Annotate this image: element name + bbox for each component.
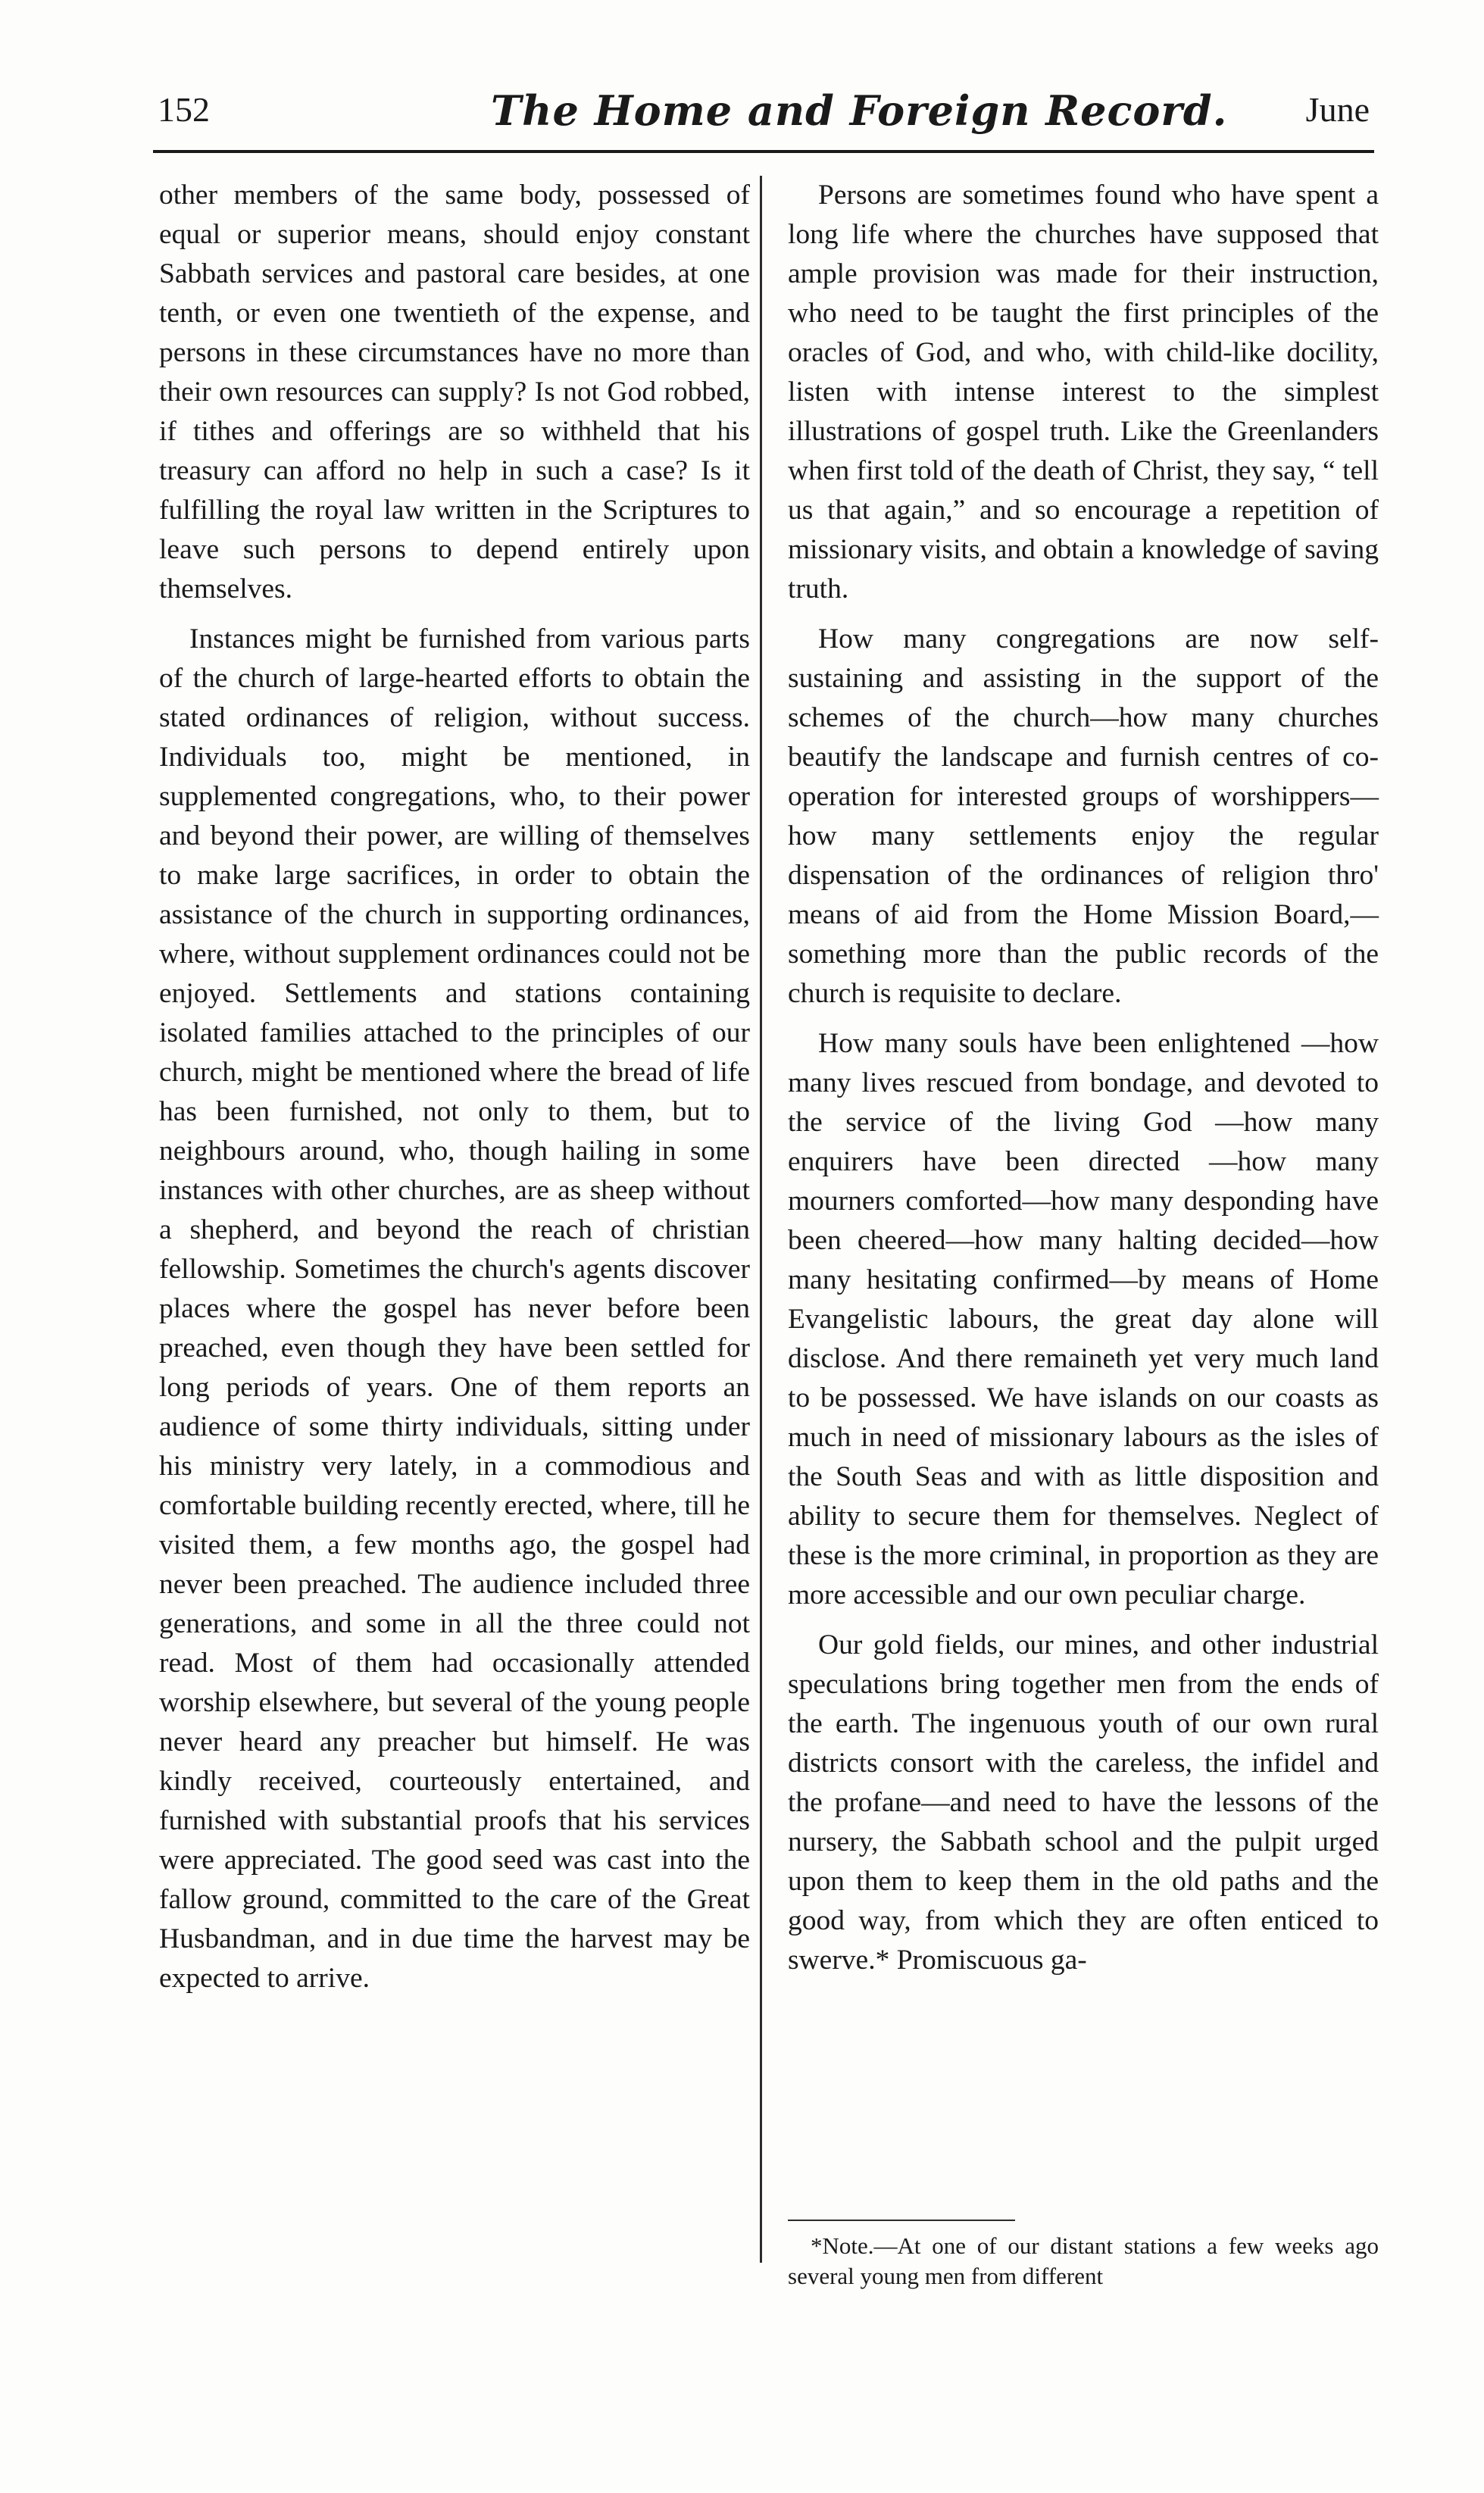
paragraph: Persons are sometimes found who have spent a long life where the churches have supposed that ample provision was made for their instruction, who need to be taught the first principles of the oracles of God, and who, with child-like docility, listen with intense interest to the simplest illustrations of gospel truth. Like the Greenlanders when first told of the death of Christ, they say, “ tell us that again,” and so encourage a repetition of missionary visits, and obtain a knowledge of saving truth. (788, 180, 1379, 605)
page-number: 152 (158, 90, 210, 129)
footnote: *Note.—At one of our distant stations a few weeks ago several young men from different (788, 2232, 1379, 2289)
column-divider (760, 176, 762, 2263)
paragraph: Our gold fields, our mines, and other industrial speculations bring together men from the ends of the earth. The ingenuous youth of our own rural districts consort with the careless, the infidel and the profane—and need to have the lessons of the nursery, the Sabbath school and the pulpit urged upon them to keep them in the old paths and the good way, from which they are often enticed to swerve.* Promiscuous ga- (788, 1629, 1379, 1976)
paragraph: other members of the same body, possessed of equal or superior means, should enjoy constant Sabbath services and pastoral care besides, at one tenth, or even one twentieth of the expense, and persons in these circumstances have no more than their own resources can supply? Is not God robbed, if tithes and offerings are so withheld that his treasury can afford no help in such a case? Is it fulfilling the royal law written in the Scriptures to leave such persons to depend entirely upon themselves. (159, 180, 750, 605)
header-rule (153, 150, 1374, 153)
paragraph: How many congregations are now self-sustaining and assisting in the support of the schemes of the church—how many churches beautify the landscape and furnish centres of co-operation for interested groups of worshippers—how many settlements enjoy the regular dispensation of the ordinances of religion thro' means of aid from the Home Mission Board,—something more than the public records of the church is requisite to declare. (788, 623, 1379, 1009)
journal-title: The Home and Foreign Record. (491, 86, 1228, 135)
footnote-rule (788, 2220, 1015, 2221)
left-column (159, 176, 750, 2009)
page-header (158, 86, 1370, 142)
paragraph: Instances might be furnished from various parts of the church of large-hearted efforts to obtain the stated ordinances of religion, without success. Individuals too, might be mentioned, in supplemented congregations, who, to their power and beyond their power, are willing of themselves to make large sacrifices, in order to obtain the assistance of the church in supporting ordinances, where, without supplement ordinances could not be enjoyed. Settlements and stations containing isolated families attached to the principles of our church, might be mentioned where the bread of life has been furnished, not only to them, but to neighbours around, who, though hailing in some instances with other churches, are as sheep without a shepherd, and beyond the reach of christian fellowship. Sometimes the church's agents discover places where the gospel has never before been preached, even though they have been settled for long periods of years. One of them reports an audience of some thirty individuals, sitting under his ministry very lately, in a commodious and comfortable building recently erected, where, till he visited them, a few months ago, the gospel had never been preached. The audience included three generations, and some in all the three could not read. Most of them had occasionally attended worship elsewhere, but several of the young people never heard any preacher but himself. He was kindly received, courteously entertained, and furnished with substantial proofs that his services were appreciated. The good seed was cast into the fallow ground, committed to the care of the Great Husbandman, and in due time the harvest may be expected to arrive. (159, 623, 750, 1994)
paragraph: How many souls have been enlightened —how many lives rescued from bondage, and devoted to the service of the living God —how many enquirers have been directed —how many mourners comforted—how many desponding have been cheered—how many halting decided—how many hesitating confirmed—by means of Home Evangelistic labours, the great day alone will disclose. And there remaineth yet very much land to be possessed. We have islands on our coasts as much in need of missionary labours as the isles of the South Seas and with as little disposition and ability to secure them for themselves. Neglect of these is the more criminal, in proportion as they are more accessible and our own peculiar charge. (788, 1028, 1379, 1610)
issue-month: June (1305, 90, 1370, 129)
right-column (788, 176, 1379, 1991)
